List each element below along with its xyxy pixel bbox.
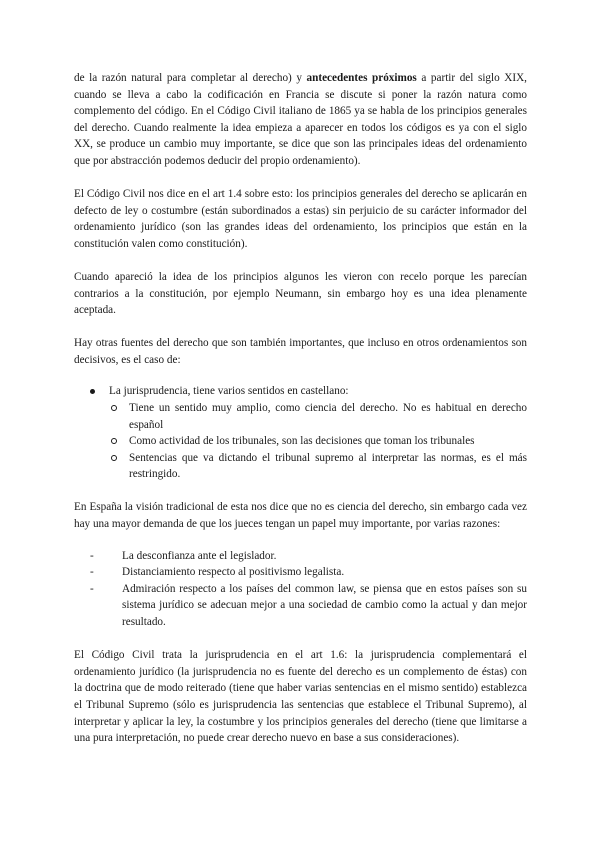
paragraph-espana-vision: En España la visión tradicional de esta nos dice que no es ciencia del derecho, sin embargo cada vez hay una mayor demanda de que los jueces tengan un papel muy importante, por varias razones: <box>74 501 527 531</box>
sub-list-item: Como actividad de los tribunales, son las decisiones que toman los tribunales <box>108 433 527 450</box>
paragraph-codigo-civil-art-1-4: El Código Civil nos dice en el art 1.4 sobre esto: los principios generales del derecho se aplicarán en defecto de ley o costumbre (están subordinados a estas) sin perjuicio de su carácter informador del ordenamiento jurídico (son las grandes ideas del ordenamiento, los principios que están en la constitución valen como constitución). <box>74 188 527 250</box>
sub-list-item: Sentencias que va dictando el tribunal supremo al interpretar las normas, es el más restringido. <box>108 450 527 483</box>
page-content <box>74 70 527 747</box>
paragraph-principios-antecedentes <box>74 70 527 170</box>
paragraph-text: de la razón natural para completar al derecho) y <box>74 72 307 84</box>
sub-list-item: Tiene un sentido muy amplio, como ciencia del derecho. No es habitual en derecho español <box>108 400 527 433</box>
list-item-label: La jurisprudencia, tiene varios sentidos en castellano: <box>109 385 349 398</box>
list-item: - Distanciamiento respecto al positivismo legalista. <box>90 564 527 581</box>
list-item: - Admiración respecto a los países del common law, se piensa que en estos países son su sistema jurídico se adecuan mejor a una sociedad de cambio como la actual y dan mejor resultado. <box>90 581 527 631</box>
paragraph-codigo-civil-art-1-6: El Código Civil trata la jurisprudencia en el art 1.6: la jurisprudencia complementará el ordenamiento jurídico (la jurisprudencia no es fuente del derecho es un complemento de éstas) con la doctrina que de modo reiterado (tiene que haber varias sentencias en el mismo sentido) establezca el Tribunal Supremo (sólo es jurisprudencia las sentencias que establece el Tribunal Supremo), al interpretar y aplicar la ley, la costumbre y los principios generales del derecho (tiene que limitarse a una pura interpretación, no puede crear derecho nuevo en base a sus consideraciones). <box>74 649 527 745</box>
list-item-jurisprudencia <box>88 383 527 400</box>
dash-list-razones <box>74 548 527 631</box>
bold-term: antecedentes próximos <box>306 72 417 84</box>
list-item: - La desconfianza ante el legislador. <box>90 548 527 565</box>
paragraph-text: a partir del siglo XIX, cuando se lleva a cabo la codificación en Francia se discute si poner la razón natura como complemento del código. En el Código Civil italiano de 1865 ya se habla de los principios generales del derecho. Cuando realmente la idea empieza a aparecer en todos los códigos es ya con el siglo XX, se produce un cambio muy importante, se dice que son las principales ideas del ordenamiento que por abstracción podemos deducir del propio ordenamiento). <box>74 72 527 167</box>
sub-list-sentidos <box>74 400 527 483</box>
bullet-list <box>74 383 527 400</box>
paragraph-otras-fuentes: Hay otras fuentes del derecho que son también importantes, que incluso en otros ordenamientos son decisivos, es el caso de: <box>74 337 527 366</box>
paragraph-recelo-principios: Cuando apareció la idea de los principios algunos les vieron con recelo porque les parecían contrarios a la constitución, por ejemplo Neumann, sin embargo hoy es una idea plenamente aceptada. <box>74 270 527 317</box>
